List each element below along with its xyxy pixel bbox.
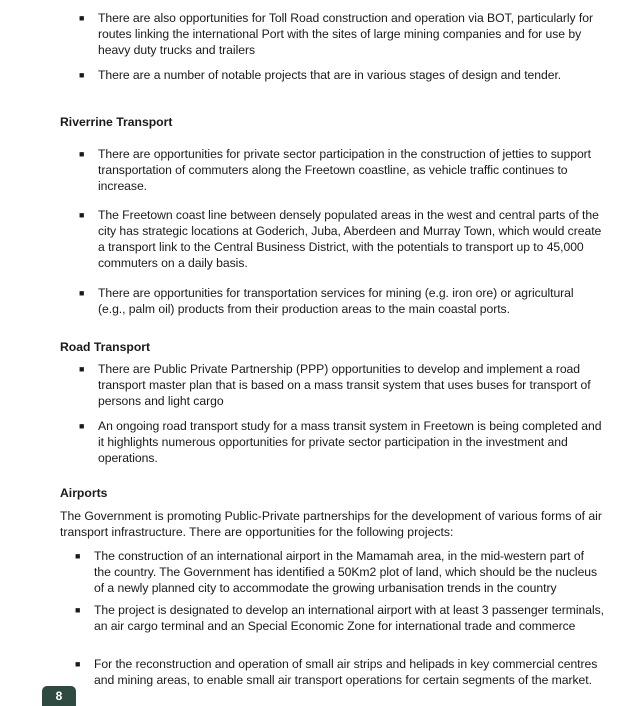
- airports-bullet-1: [75, 548, 604, 596]
- bullet-marker: ■: [79, 149, 85, 159]
- bullet-text: There are Public Private Partnership (PPP) opportunities to develop and implement a road transport master plan that is based on a mass transit system that uses buses for transport of persons and light cargo: [98, 362, 591, 408]
- toll-road-bullet-2: [79, 67, 603, 83]
- bullet-marker: ■: [79, 13, 85, 23]
- road-bullet-1: [79, 361, 603, 409]
- bullet-marker: ■: [79, 210, 85, 220]
- bullet-text: There are opportunities for transportation services for mining (e.g. iron ore) or agricultural (e.g., palm oil) products from their production areas to the main coastal ports.: [98, 286, 574, 316]
- airports-bullet-3: [75, 656, 604, 688]
- road-bullet-2: [79, 418, 603, 466]
- riverrine-bullet-2: [79, 207, 603, 271]
- bullet-text: The Freetown coast line between densely populated areas in the west and central parts of the city has strategic locations at Goderich, Juba, Aberdeen and Murray Town, which would create a transport link to the Central Business District, with the potentials to transport up to 45,000 commuters on a daily basis.: [98, 208, 602, 270]
- airports-intro: The Government is promoting Public-Private partnerships for the development of various forms of air transport infrastructure. There are opportunities for the following projects:: [60, 509, 602, 539]
- bullet-text: The project is designated to develop an international airport with at least 3 passenger terminals, an air cargo terminal and an Special Economic Zone for international trade and commerce: [94, 603, 604, 633]
- bullet-text: An ongoing road transport study for a mass transit system in Freetown is being completed and it highlights numerous opportunities for private sector participation in the investment and operations.: [98, 419, 602, 465]
- bullet-text: There are also opportunities for Toll Road construction and operation via BOT, particularly for routes linking the international Port with the sites of large mining companies and for use by heavy duty trucks and trailers: [98, 11, 593, 57]
- bullet-marker: ■: [75, 605, 81, 615]
- bullet-marker: ■: [79, 421, 85, 431]
- bullet-text: There are a number of notable projects that are in various stages of design and tender.: [98, 68, 562, 82]
- riverrine-bullet-3: [79, 285, 603, 317]
- riverrine-bullet-1: [79, 146, 603, 194]
- bullet-text: For the reconstruction and operation of small air strips and helipads in key commercial centres and mining areas, to enable small air transport operations for certain segments of the market.: [94, 657, 598, 687]
- riverrine-heading: Riverrine Transport: [60, 115, 173, 129]
- bullet-marker: ■: [79, 364, 85, 374]
- bullet-text: There are opportunities for private sector participation in the construction of jetties to support transportation of commuters along the Freetown coastline, as vehicle traffic continues to increase.: [98, 147, 592, 193]
- airports-bullet-2: [75, 602, 604, 634]
- bullet-text: The construction of an international airport in the Mamamah area, in the mid-western part of the country. The Government has identified a 50Km2 plot of land, which should be the nucleus of a newly planned city to accommodate the growing urbanisation trends in the country: [94, 549, 598, 595]
- toll-road-bullet-1: [79, 10, 603, 58]
- bullet-marker: ■: [75, 659, 81, 669]
- bullet-marker: ■: [75, 551, 81, 561]
- road-transport-heading: Road Transport: [60, 340, 151, 354]
- bullet-marker: ■: [79, 70, 85, 80]
- page-number-badge: 8: [42, 686, 76, 706]
- airports-heading: Airports: [60, 486, 108, 500]
- bullet-marker: ■: [79, 288, 85, 298]
